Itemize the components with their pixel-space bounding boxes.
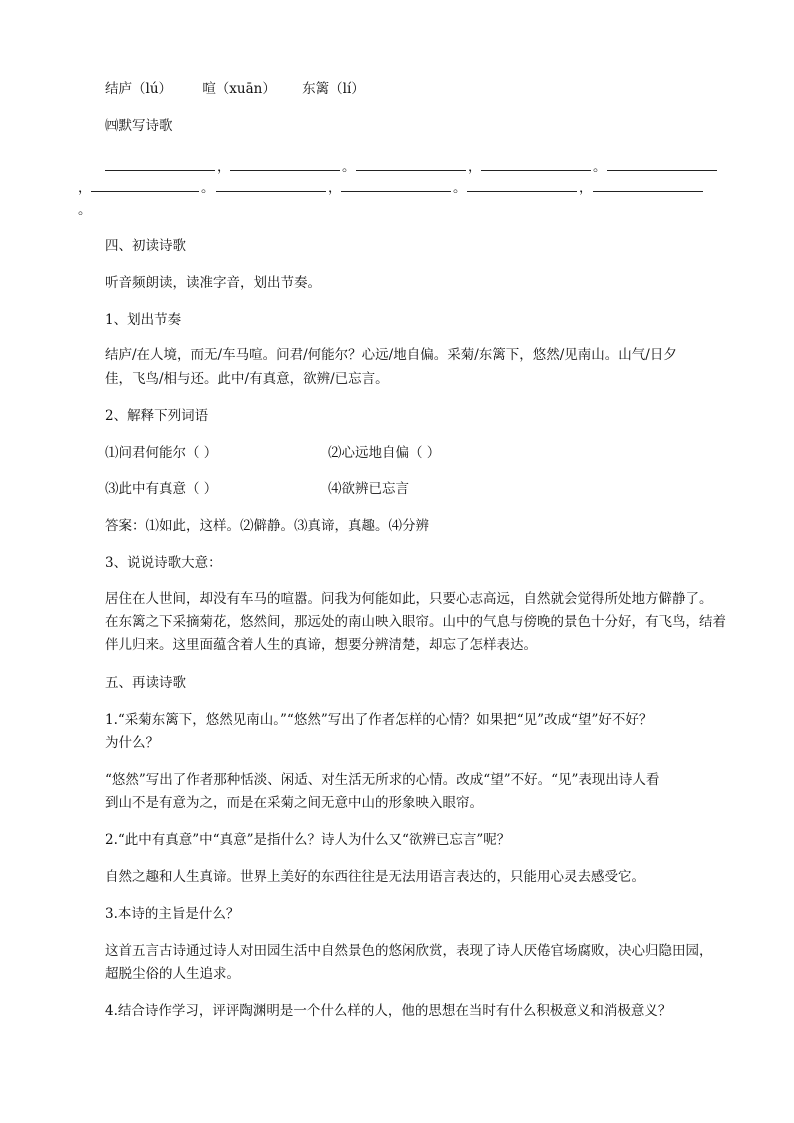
dictation-period: 。 bbox=[593, 159, 607, 175]
section5-q4: 4.结合诗作学习，评评陶渊明是一个什么样的人，他的思想在当时有什么积极意义和消极意义？ bbox=[105, 1003, 672, 1019]
vocab-item-4: ⑷欲辨已忘言 bbox=[328, 481, 409, 497]
section5-a3-line: 这首五言古诗通过诗人对田园生活中自然景色的悠闲欣赏，表现了诗人厌倦官场腐败，决心归隐田园， bbox=[105, 943, 713, 959]
dictation-blank[interactable] bbox=[481, 170, 591, 171]
section5-title: 五、再读诗歌 bbox=[105, 675, 186, 691]
dictation-period: 。 bbox=[201, 180, 215, 196]
pinyin-line bbox=[105, 79, 365, 99]
meaning-text-line: 伴儿归来。这里面蕴含着人生的真谛，想要分辨清楚，却忘了怎样表达。 bbox=[105, 637, 537, 653]
vocab-answer: 答案：⑴如此，这样。⑵僻静。⑶真谛，真趣。⑷分辨 bbox=[105, 518, 429, 534]
dictation-comma: ， bbox=[217, 159, 231, 175]
section5-q3: 3.本诗的主旨是什么？ bbox=[105, 906, 240, 922]
meaning-text-line: 居住在人世间，却没有车马的喧嚣。问我为何能如此，只要心志高远，自然就会觉得所处地方僻静了。 bbox=[105, 591, 713, 607]
dictation-blank[interactable] bbox=[607, 170, 717, 171]
section4-instruction: 听音频朗读，读准字音，划出节奏。 bbox=[105, 275, 321, 291]
dictation-period: 。 bbox=[342, 159, 356, 175]
dictation-period: 。 bbox=[78, 202, 92, 218]
rhythm-text-line: 佳，飞鸟/相与还。此中/有真意，欲辨/已忘言。 bbox=[105, 371, 389, 387]
section4-title: 四、初读诗歌 bbox=[105, 238, 186, 254]
section5-a2: 自然之趣和人生真谛。世界上美好的东西往往是无法用语言表达的，只能用心灵去感受它。 bbox=[105, 869, 645, 885]
dictation-blank[interactable] bbox=[105, 170, 215, 171]
dictation-comma: ， bbox=[78, 180, 92, 196]
pinyin-word-1: 结庐（lú） bbox=[105, 81, 173, 97]
section4-q1-title: 1、划出节奏 bbox=[105, 312, 182, 328]
dictation-heading: ㈣默写诗歌 bbox=[105, 118, 173, 134]
dictation-blank[interactable] bbox=[230, 170, 340, 171]
dictation-blank[interactable] bbox=[356, 170, 466, 171]
section5-a1-line: “悠然”写出了作者那种恬淡、闲适、对生活无所求的心情。改成“望”不好。“见”表现出诗人看 bbox=[105, 772, 660, 788]
pinyin-word-3: 东篱（lí） bbox=[302, 81, 365, 97]
section4-q3-title: 3、说说诗歌大意： bbox=[105, 555, 222, 571]
dictation-blank[interactable] bbox=[341, 191, 451, 192]
dictation-period: 。 bbox=[453, 180, 467, 196]
section4-q2-title: 2、解释下列词语 bbox=[105, 408, 209, 424]
dictation-comma: ， bbox=[328, 180, 342, 196]
vocab-item-3: ⑶此中有真意（ ） bbox=[105, 481, 218, 497]
section5-q2: 2.“此中有真意”中“真意”是指什么？诗人为什么又“欲辨已忘言”呢？ bbox=[105, 832, 511, 848]
section5-a1-line: 到山不是有意为之，而是在采菊之间无意中山的形象映入眼帘。 bbox=[105, 795, 483, 811]
meaning-text-line: 在东篱之下采摘菊花，悠然间，那远处的南山映入眼帘。山中的气息与傍晚的景色十分好，有飞鸟，结着 bbox=[105, 614, 726, 630]
section5-q1-line: 1.“采菊东篱下，悠然见南山。”“悠然”写出了作者怎样的心情？如果把“见”改成“望”好不好？ bbox=[105, 712, 653, 728]
rhythm-text-line: 结庐/在人境，而无/车马喧。问君/何能尔？心远/地自偏。采菊/东篱下，悠然/见南山。山气/日夕 bbox=[105, 347, 677, 363]
dictation-blank[interactable] bbox=[216, 191, 326, 192]
dictation-blank[interactable] bbox=[91, 191, 199, 192]
dictation-blank[interactable] bbox=[467, 191, 577, 192]
dictation-comma: ， bbox=[579, 180, 593, 196]
section5-q1-line: 为什么？ bbox=[105, 735, 159, 751]
section5-a3-line: 超脱尘俗的人生追求。 bbox=[105, 966, 240, 982]
dictation-comma: ， bbox=[468, 159, 482, 175]
vocab-item-2: ⑵心远地自偏（ ） bbox=[328, 445, 441, 461]
dictation-blank[interactable] bbox=[593, 191, 703, 192]
vocab-item-1: ⑴问君何能尔（ ） bbox=[105, 445, 218, 461]
pinyin-word-2: 喧（xuān） bbox=[202, 81, 276, 97]
